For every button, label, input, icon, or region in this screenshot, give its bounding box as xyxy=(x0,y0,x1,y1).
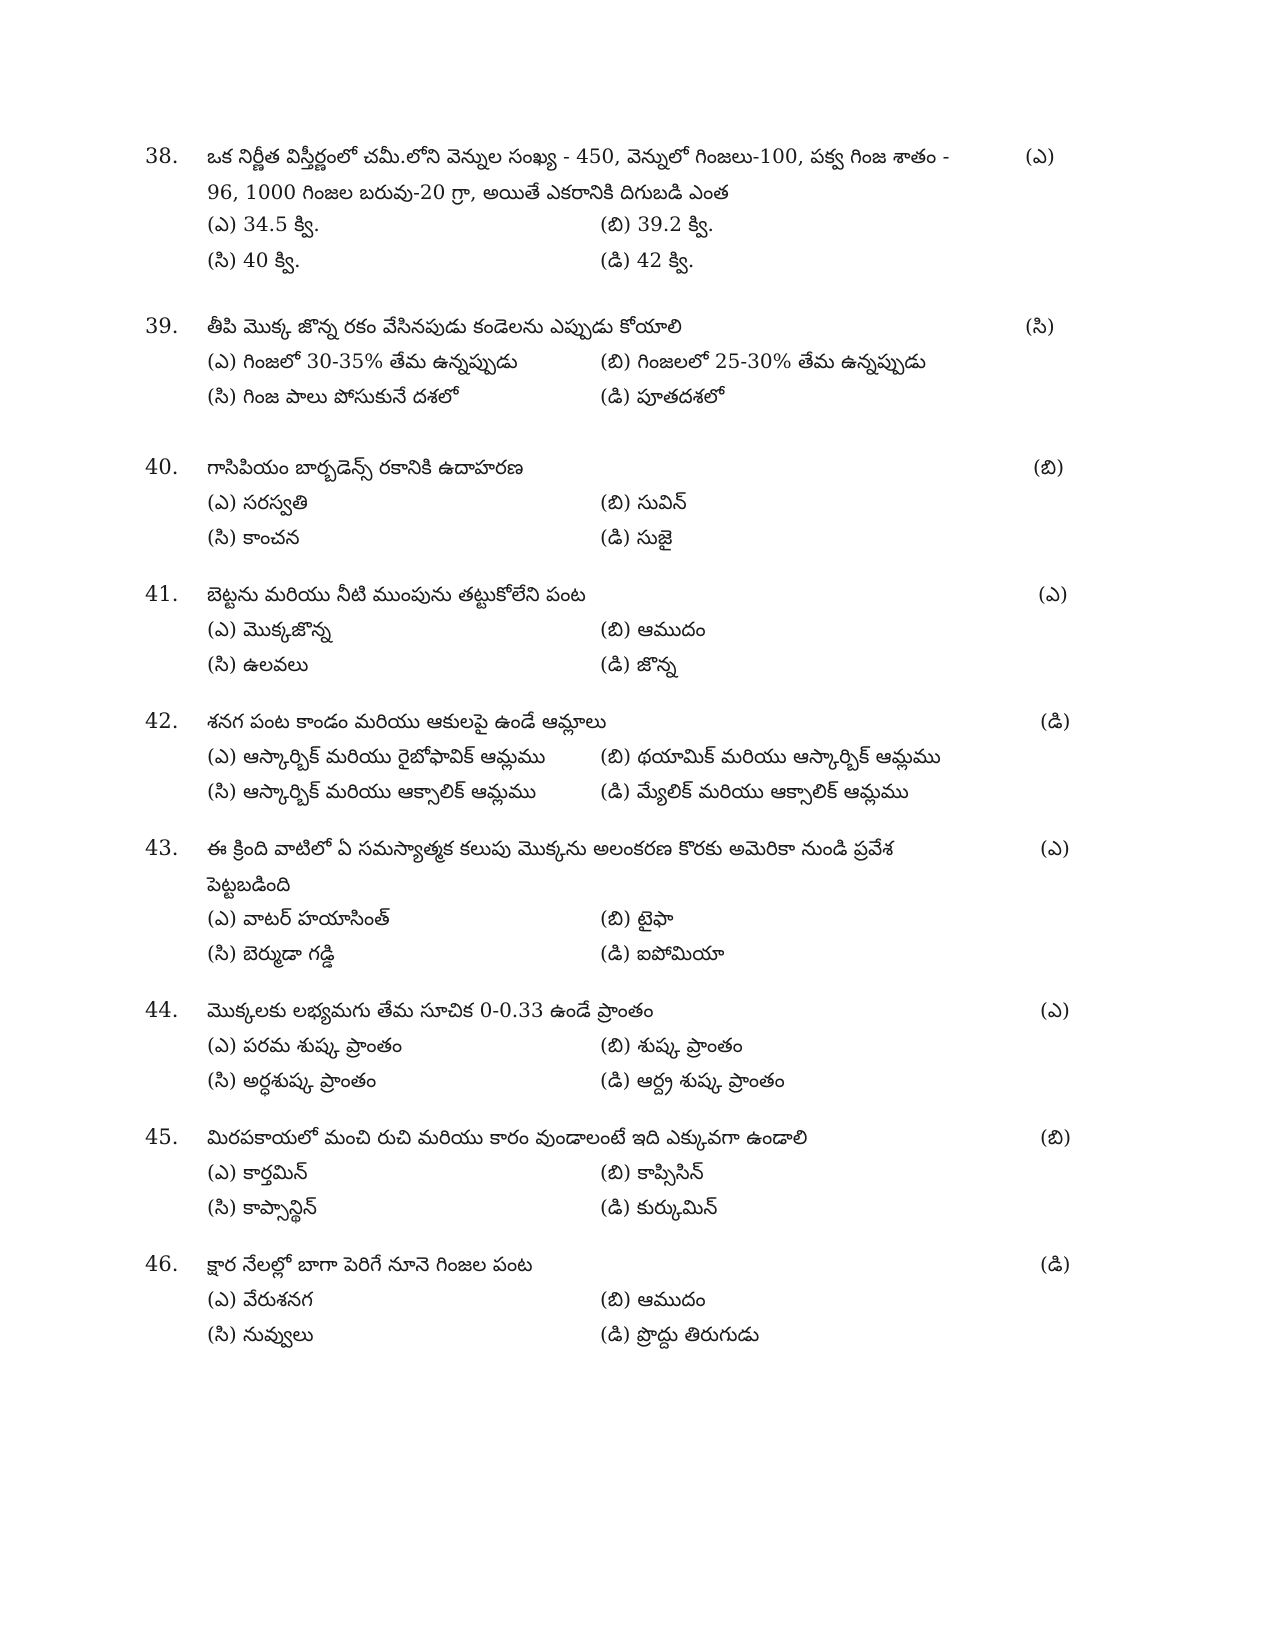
option-c: (సి) ఆస్కార్బిక్ మరియు ఆక్సాలిక్ ఆమ్లము xyxy=(207,779,537,803)
question-text: ఒక నిర్ణీత విస్తీర్ణంలో చమీ.లోని వెన్నుల సంఖ్య - 450, వెన్నులో గింజలు-100, పక్వ గింజ శాతం - 96, 1000 గింజల బరువు-20 గ్రా, అయితే ఎకరానికి దిగుబడి ఎంత xyxy=(207,144,950,204)
option-a: (ఎ) పరమ శుష్క ప్రాంతం xyxy=(207,1033,403,1057)
answer-key: (సి) xyxy=(1025,314,1055,338)
option-b: (బి) టైఫా xyxy=(600,906,674,930)
question-text: మొక్కలకు లభ్యమగు తేమ సూచిక 0-0.33 ఉండే ప్రాంతం xyxy=(207,998,654,1022)
option-b: (బి) కాప్సిసిన్ xyxy=(600,1160,704,1184)
question-text: మిరపకాయలో మంచి రుచి మరియు కారం వుండాలంటే ఇది ఎక్కువగా ఉండాలి xyxy=(207,1125,808,1149)
question-text: క్షార నేలల్లో బాగా పెరిగే నూనె గింజల పంట xyxy=(207,1252,533,1276)
option-b: (బి) సువిన్ xyxy=(600,490,687,514)
option-c: (సి) ఉలవలు xyxy=(207,652,309,676)
option-d: (డి) కుర్కుమిన్ xyxy=(600,1195,718,1219)
option-c: (సి) అర్ధశుష్క ప్రాంతం xyxy=(207,1068,377,1092)
option-b: (బి) థయామిక్ మరియు ఆస్కార్బిక్ ఆమ్లము xyxy=(600,744,941,768)
option-c: (సి) బెర్ముడా గడ్డి xyxy=(207,941,335,965)
question-text: ఈ క్రింది వాటిలో ఏ సమస్యాత్మక కలుపు మొక్కను అలంకరణ కొరకు అమెరికా నుండి ప్రవేశ పెట్టబడింది xyxy=(207,836,894,896)
question-number: 38. xyxy=(145,144,179,168)
option-d: (డి) ఐపోమియా xyxy=(600,941,725,965)
question-number: 44. xyxy=(145,998,179,1022)
answer-key: (డి) xyxy=(1040,709,1071,733)
option-c: (సి) నువ్వులు xyxy=(207,1322,314,1346)
option-d: (డి) ప్రొద్దు తిరుగుడు xyxy=(600,1322,760,1346)
option-b: (బి) 39.2 క్వి. xyxy=(600,212,714,236)
question-text: శనగ పంట కాండం మరియు ఆకులపై ఉండే ఆమ్లాలు xyxy=(207,709,607,733)
option-c: (సి) కాంచన xyxy=(207,525,300,549)
option-c: (సి) కాప్సాన్థిన్ xyxy=(207,1195,317,1219)
option-a: (ఎ) కార్తమిన్ xyxy=(207,1160,308,1184)
answer-key: (ఎ) xyxy=(1025,144,1055,168)
question-text: తీపి మొక్క జొన్న రకం వేసినపుడు కండెలను ఎప్పుడు కోయాలి xyxy=(207,314,682,338)
question-number: 43. xyxy=(145,836,179,860)
answer-key: (బి) xyxy=(1033,455,1065,479)
option-a: (ఎ) 34.5 క్వి. xyxy=(207,212,320,236)
option-a: (ఎ) వేరుశనగ xyxy=(207,1287,313,1311)
answer-key: (ఎ) xyxy=(1038,582,1068,606)
question-number: 42. xyxy=(145,709,179,733)
option-d: (డి) సుజై xyxy=(600,525,673,549)
option-d: (డి) 42 క్వి. xyxy=(600,248,695,272)
question-number: 40. xyxy=(145,455,179,479)
option-a: (ఎ) మొక్కజొన్న xyxy=(207,617,332,641)
option-a: (ఎ) వాటర్ హయాసింత్ xyxy=(207,906,390,930)
answer-key: (డి) xyxy=(1040,1252,1071,1276)
option-d: (డి) మ్యేలిక్ మరియు ఆక్సాలిక్ ఆమ్లము xyxy=(600,779,909,803)
question-number: 39. xyxy=(145,314,179,338)
option-a: (ఎ) గింజలో 30-35% తేమ ఉన్నప్పుడు xyxy=(207,349,518,373)
option-b: (బి) ఆముదం xyxy=(600,1287,706,1311)
option-d: (డి) జొన్న xyxy=(600,652,677,676)
answer-key: (ఎ) xyxy=(1040,836,1070,860)
question-text: బెట్టను మరియు నీటి ముంపును తట్టుకోలేని పంట xyxy=(207,582,586,606)
option-b: (బి) ఆముదం xyxy=(600,617,706,641)
option-c: (సి) గింజ పాలు పోసుకునే దశలో xyxy=(207,384,459,408)
option-c: (సి) 40 క్వి. xyxy=(207,248,301,272)
answer-key: (బి) xyxy=(1040,1125,1072,1149)
option-d: (డి) పూతదశలో xyxy=(600,384,725,408)
question-number: 46. xyxy=(145,1252,179,1276)
option-a: (ఎ) ఆస్కార్బిక్ మరియు రైబోఫావిక్ ఆమ్లము xyxy=(207,744,546,768)
question-text: గాసిపియం బార్బడెన్స్ రకానికి ఉదాహరణ xyxy=(207,455,524,479)
option-b: (బి) గింజలలో 25-30% తేమ ఉన్నప్పుడు xyxy=(600,349,927,373)
answer-key: (ఎ) xyxy=(1040,998,1070,1022)
option-b: (బి) శుష్క ప్రాంతం xyxy=(600,1033,743,1057)
question-number: 45. xyxy=(145,1125,179,1149)
question-number: 41. xyxy=(145,582,179,606)
option-a: (ఎ) సరస్వతి xyxy=(207,490,308,514)
option-d: (డి) ఆర్ద్ర శుష్క ప్రాంతం xyxy=(600,1068,785,1092)
